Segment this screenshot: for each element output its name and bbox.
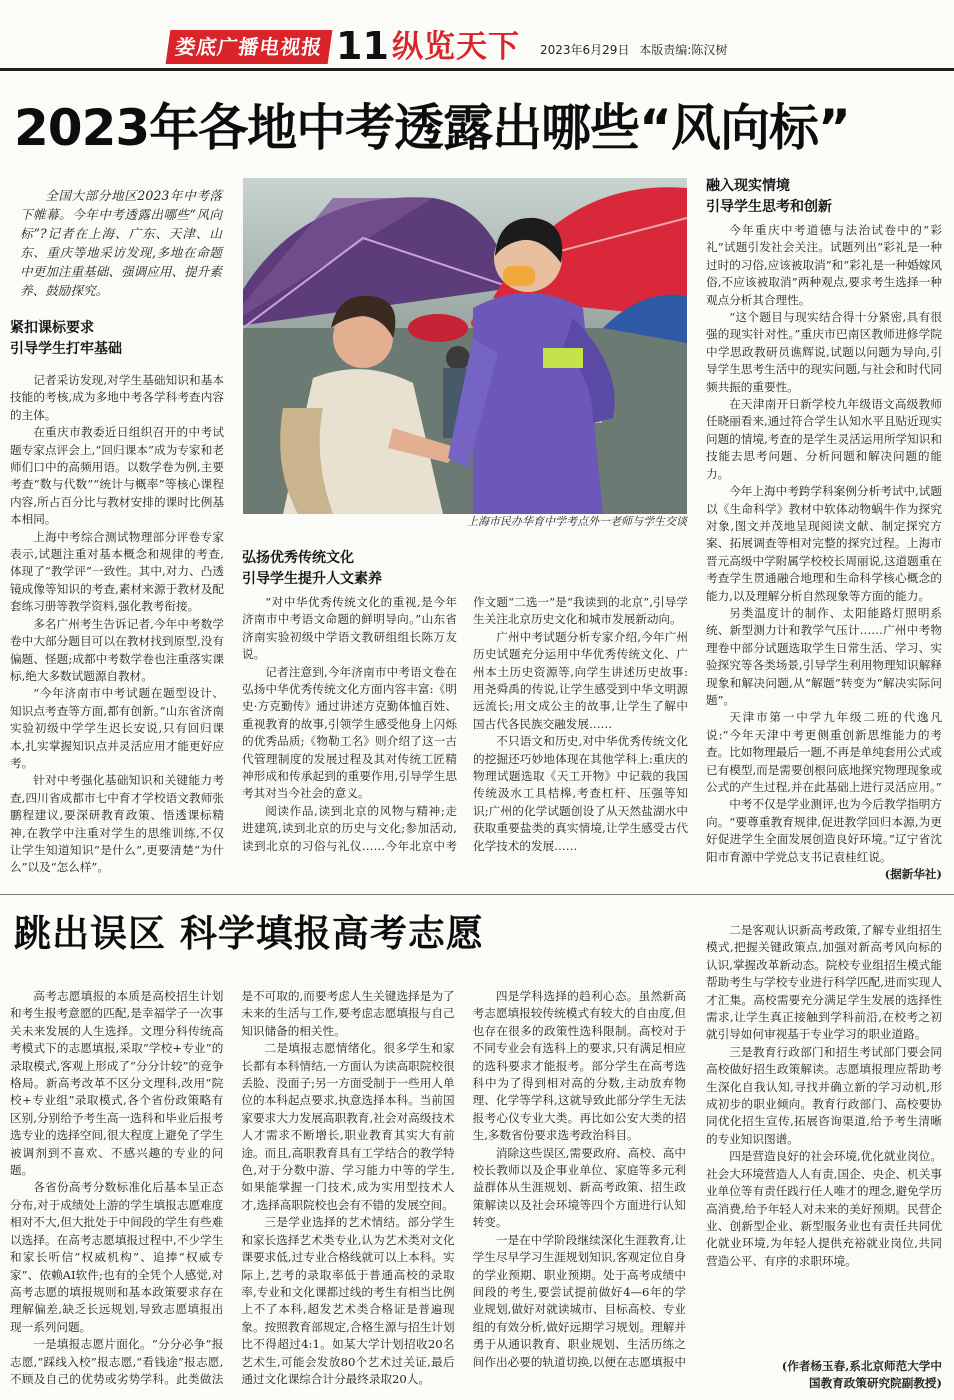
section1-paragraph: 在重庆市教委近日组织召开的中考试题专家点评会上,“回归课本”成为专家和老师们口中的高频用语。以数学卷为例,主要考查“数与代数”“统计与概率”等核心课程内容,所占百分比与教材安排的课时比例基本相同。 (10, 425, 224, 527)
section1-paragraph: 上海中考综合测试物理部分评卷专家表示,试题注重对基本概念和规律的考查,体现了“教学评”一致性。其中,对力、凸透镜成像等知识的考查,素材来源于教材及配套练习册等教学资料,强化教考衔接。 (10, 529, 224, 614)
editor-credit: 本版责编:陈汉树 (639, 43, 728, 57)
section2-paragraph: “对中华优秀传统文化的重视,是今年济南市中考语文命题的鲜明导向。”山东省济南实验初级中学语文教研组组长陈万友说。 (242, 595, 457, 662)
article2-paragraph: 消除这些误区,需要政府、高校、高中校长教师以及企事业单位、家庭等多元利益群体从生涯规划、新高考政策、招生政策解读以及社会环境等四个方面进行认知转变。 (472, 1145, 686, 1230)
section2-heading-line1: 弘扬优秀传统文化 (242, 550, 354, 566)
article2-paragraph: 一是填报志愿片面化。“分分必争”报志愿,“踩线入校”报志愿,“看钱途”报志愿,不顾及自己的优势或劣势学科。此类做法是不可取的,而要考虑人生关键选择是为了未来的生活与工作,要考虑志愿填报与自己知识储备的相关性。 (10, 989, 455, 1386)
section3-paragraph: 另类温度计的制作、太阳能路灯照明系统、新型测力计和教学气压计……广州中考物理卷中部分试题选取学生日常生活、学习、实验探究等各类场景,引导学生利用物理知识解释现象和解决问题,从“解题”转变为“解决实际问题”。 (706, 605, 942, 707)
article2-title: 跳出误区 科学填报高考志愿 (14, 912, 484, 955)
section1-heading-line1: 紧扣课标要求 (10, 320, 94, 336)
article1-title: 2023年各地中考透露出哪些“风向标” (14, 99, 850, 157)
section3-heading (706, 176, 942, 218)
section3-heading-line1: 融入现实情境 (706, 178, 790, 194)
section3-paragraph: 在天津南开日新学校九年级语文高级教师任晓丽看来,通过符合学生认知水平且贴近现实问题的情境,考查的是学生灵活运用所学知识和技能去思考问题、分析问题和解决问题的能力。 (706, 397, 942, 481)
article2-body-right (706, 922, 942, 1356)
section1-paragraph: 针对中考强化基础知识和关键能力考查,四川省成都市七中育才学校语文教师张鹏程建议,要深研教育政策、悟透课标精神,在教学中注重对学生的思维训练,不仅让学生知道知识“是什么”,更要清楚“为什么”以及“怎么样”。 (10, 773, 224, 875)
photo-illustration (243, 178, 687, 514)
section-title: 纵览天下 (392, 29, 520, 65)
article2-paragraph: 一是在中学阶段继续深化生涯教育,让学生尽早学习生涯规划知识,客观定位自身的学业预期、职业预期。处于高考成绩中间段的考生,要尝试提前做好4—6年的学业规划,做好对就读城市、目标高校、专业组的有效分析,做好远期学习规划。理解并勇于从通识教育、职业规划、生活历练之间作出必要的轨道切换,以便在志愿填报中 (472, 1232, 686, 1369)
article2-paragraph: 高考志愿填报的本质是高校招生计划和考生报考意愿的匹配,是幸福学子一次事关未来发展的人生选择。文理分科传统高考模式下的志愿填报,采取“学校+专业”的录取模式,客观上形成了“分分计较”的竞争格局。新高考改革不区分文理科,改用“院校+专业组”录取模式,各个省份政策略有区别,分别给予考生高一选科和毕业后报考选专业的选择空间,很大程度上避免了学生被调剂到不喜欢、不感兴趣的专业的问题。 (10, 989, 224, 1178)
section2-body (242, 594, 688, 888)
article2-paragraph: 二是客观认识新高考政策,了解专业组招生模式,把握关键政策点,加强对新高考风向标的认识,掌握改革新动态。院校专业组招生模式能帮助考生与学校专业进行科学匹配,进而实现人才汇集。高校需要充分满足学生发展的选择性需求,让学生真正接触到学科前沿,在校考之初就引导如何审视基于专业学习的职业道路。 (706, 923, 942, 1042)
article1-lead (20, 186, 222, 300)
article2-paragraph: 各省份高考分数标准化后基本呈正态分布,对于成绩处上游的学生填报志愿难度相对不大,但大批处于中间段的学生有些难以选择。在高考志愿填报过程中,不少学生和家长听信“权威机构”、追捧“权威专家”、依赖AI软件;也有的全凭个人感觉,对高考志愿的填报规则和基本政策要求存在理解偏差,缺乏长远规划,导致志愿填报出现一系列问题。 (10, 1180, 224, 1334)
section1-paragraph: 多名广州考生告诉记者,今年中考数学卷中大部分题目可以在教材找到原型,没有偏题、怪题;成都中考数学卷也注重落实课标,绝大多数试题源自教材。 (10, 616, 224, 683)
section1-paragraph: 记者采访发现,对学生基础知识和基本技能的考核,成为多地中考各学科考查内容的主体。 (10, 373, 224, 422)
article2-paragraph: 二是填报志愿情绪化。很多学生和家长都有本科情结,一方面认为读高职院校很丢脸、没面子;另一方面受制于一些用人单位的本科起点要求,执意选择本科。当前国家要求大力发展高职教育,社会对高级技术人才需求不断增长,职业教育其实大有前途。而且,高职教育具有工学结合的教学特色,对于分数中游、学习能力中等的学生,如果能掌握一门技术,成为实用型技术人才,选择高职院校也会有不错的发展空间。 (241, 1041, 455, 1212)
author-line: 国教育政策研究院副教授) (808, 1376, 942, 1391)
article2-paragraph: 三是学业选择的艺术情结。部分学生和家长选择艺术类专业,认为艺术类对文化课要求低,过专业合格线就可以上本科。实际上,艺考的录取率低于普通高校的录取率,专业和文化课都过线的考生有相当比例上不了本科,超发艺术类合格证是普遍现象。按照教育部规定,合格生源与招生计划比不得超过4:1。如某大学计划招收20名艺术生,可能会发放80个艺术过关证,最后通过文化课综合计分最终录取20人。 (241, 1215, 455, 1386)
article2-paragraph: 四是学科选择的趋利心态。虽然新高考志愿填报较传统模式有较大的自由度,但也存在很多的政策性选科限制。高校对于不同专业会有选科上的要求,只有满足相应的选科要求才能报考。部分学生在高考选科中为了得到相对高的分数,主动放弃物理、化学等学科,这就导致此部分学生无法报考心仪专业大类。再比如公安大类的招生,多数省份要求选考政治科目。 (472, 989, 686, 1143)
section1-body (10, 372, 224, 890)
article2-paragraph: 四是营造良好的社会环境,优化就业岗位。社会大环境营造人人有责,国企、央企、机关事业单位等有责任践行任人唯才的理念,避免学历高消费,给予年轻人对未来的美好预期。民营企业、创新型企业、新型服务业也有责任共同优化就业环境,为年轻人提供充裕就业岗位,共同营造公平、有序的求职环境。 (706, 1149, 942, 1268)
article-separator (0, 894, 954, 895)
section1-heading-line2: 引导学生打牢基础 (10, 341, 122, 357)
article2-body-main (10, 988, 686, 1394)
section1-heading (10, 318, 230, 360)
section2-paragraph: 阅读作品,读到北京的风物与精神;走进建筑,读到北京的历史与文化;参加活动,读到北京的习俗与礼仪……今年北京中考作文题“二选一”是“我读到的北京”,引导学生关注北京历史文化和城市发展新动向。 (242, 595, 688, 853)
article2-author (706, 1358, 942, 1394)
section3-heading-line2: 引导学生思考和创新 (706, 199, 832, 215)
photo-caption: 上海市民办华育中学考点外一老师与学生交谈 (467, 515, 687, 528)
issue-date: 2023年6月29日 (540, 43, 630, 57)
section2-paragraph: 记者注意到,今年济南市中考语文卷在弘扬中华优秀传统文化方面内容丰富:《明史·方克勤传》通过讲述方克勤体恤百姓、重视教育的故事,引领学生感受他身上闪烁的优秀品质;《物勒工名》则介绍了这一古代管理制度的发展过程及其对传统工匠精神形成和传承起到的重要作用,引导学生思考其对当今社会的意义。 (242, 664, 457, 801)
author-line: (作者杨玉春,系北京师范大学中 (781, 1359, 942, 1373)
section3-paragraph: 天津市第一中学九年级二班的代逸凡说:“今年天津中考更侧重创新思维能力的考查。比如物理最后一题,不再是单纯套用公式或已有模型,而是需要创根问底地探究物理现象或公式的产生过程,并在此基础上进行灵活应用。” (706, 710, 942, 794)
page-number: 11 (336, 24, 389, 68)
section3-body (706, 222, 942, 890)
lead-paragraph: 全国大部分地区2023年中考落下帷幕。今年中考透露出哪些“风向标”?记者在上海、广东、天津、山东、重庆等地采访发现,多地在命题中更加注重基础、强调应用、提升素养、鼓励探究。 (20, 188, 222, 298)
section2-heading-line2: 引导学生提升人文素养 (242, 571, 382, 587)
newspaper-brand: 娄底广播电视报 (166, 30, 333, 64)
section2-heading (242, 548, 472, 590)
section2-paragraph: 广州中考试题分析专家介绍,今年广州历史试题充分运用中华优秀传统文化、广州本土历史资源等,向学生讲述历史故事:用尧舜禹的传说,让学生感受到中华文明源远流长;用文成公主的故事,让学生了解中国古代各民族交融发展…… (473, 629, 688, 731)
article1-source: (据新华社) (884, 867, 942, 882)
section3-paragraph: 今年重庆中考道德与法治试卷中的“彩礼”试题引发社会关注。试题列出“彩礼是一种过时的习俗,应该被取消”和“彩礼是一种婚嫁风俗,不应该被取消”两种观点,要求考生选择一种观点分析其合理性。 (706, 223, 942, 307)
section3-paragraph: 今年上海中考跨学科案例分析考试中,试题以《生命科学》教材中软体动物蜗牛作为探究对象,图文并茂地呈现阅读文献、制定探究方案、拓展调查等相对完整的探究过程。上海市晋元高级中学附属学校校长周丽说,这道题重在考查学生贯通融合地理和生命科学核心概念的能力,以及理解分析自然现象等方面的能力。 (706, 484, 942, 603)
section3-paragraph: 中考不仅是学业测评,也为今后教学指明方向。“要尊重教育规律,促进教学回归本源,为更好促进学生全面发展创造良好环境。”辽宁省沈阳市育源中学党总支书记袁桂红说。 (706, 797, 942, 864)
section1-paragraph: “今年济南市中考试题在题型设计、知识点考查等方面,都有创新。”山东省济南实验初级中学学生迟长安说,只有回归课本,扎实掌握知识点并灵活应用才能更好应考。 (10, 686, 224, 770)
section3-paragraph: “这个题目与现实结合得十分紧密,具有很强的现实针对性。”重庆市巴南区教师进修学院中学思政教研员谯辉说,试题以问题为导向,引导学生思考生活中的现实问题,与社会和时代同频共振的重要性。 (706, 310, 942, 394)
news-photo (243, 178, 687, 514)
section2-paragraph: 不只语文和历史,对中华优秀传统文化的挖掘还巧妙地体现在其他学科上:重庆的物理试题选取《天工开物》中记载的我国传统汲水工具桔槔,考查杠杆、压强等知识;广州的化学试题创设了从天然盐湖水中获取重要盐类的真实情境,让学生感受古代化学技术的发展…… (473, 734, 688, 853)
header-rule (0, 68, 954, 71)
article2-paragraph: 三是教育行政部门和招生考试部门要会同高校做好招生政策解读。志愿填报理应帮助考生深化自我认知,寻找并确立新的学习动机,形成初步的职业倾向。教育行政部门、高校要协同优化招生宣传,拓展咨询渠道,给予考生清晰的专业知识图谱。 (706, 1044, 942, 1146)
issue-meta (540, 42, 727, 58)
